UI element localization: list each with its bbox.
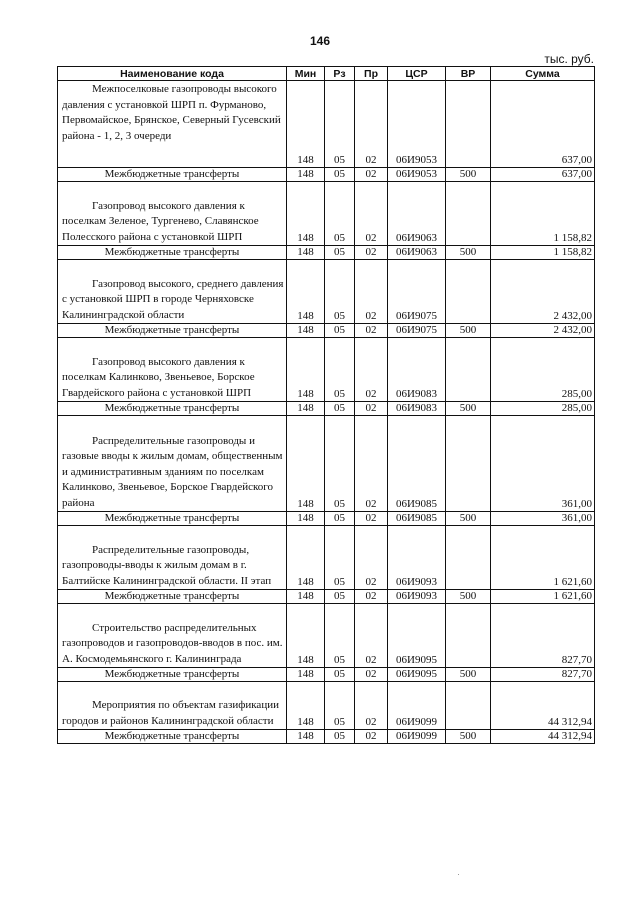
transfer-name: Межбюджетные трансферты [58,590,287,604]
program-pr: 02 [355,182,388,246]
program-vr [446,182,491,246]
program-csr: 06И9063 [388,182,446,246]
transfer-csr: 06И9075 [388,324,446,338]
program-min: 148 [287,260,325,324]
program-vr [446,416,491,512]
program-pr: 02 [355,260,388,324]
transfer-row [58,246,595,260]
transfer-min: 148 [287,512,325,526]
transfer-min: 148 [287,168,325,182]
transfer-rz: 05 [325,168,355,182]
transfer-min: 148 [287,668,325,682]
transfer-name: Межбюджетные трансферты [58,402,287,416]
program-name-text: Мероприятия по объектам газификации городов и районов Калининградской области [62,699,279,727]
transfer-rz: 05 [325,590,355,604]
program-csr: 06И9099 [388,682,446,730]
program-sum: 2 432,00 [491,260,595,324]
program-min: 148 [287,526,325,590]
program-name [58,604,287,668]
transfer-csr: 06И9095 [388,668,446,682]
program-name-text: Межпоселковые газопроводы высокого давления с установкой ШРП п. Фурманово, Первомайское, Брянское, Северный Гусевский района - 1, 2, 3 очереди [62,83,281,142]
header-vr: ВР [446,67,491,81]
transfer-csr: 06И9053 [388,168,446,182]
transfer-sum: 2 432,00 [491,324,595,338]
program-row [58,338,595,402]
program-rz: 05 [325,182,355,246]
program-sum: 1 158,82 [491,182,595,246]
transfer-min: 148 [287,246,325,260]
program-rz: 05 [325,416,355,512]
transfer-rz: 05 [325,512,355,526]
transfer-vr: 500 [446,324,491,338]
transfer-row [58,668,595,682]
program-pr: 02 [355,682,388,730]
program-min: 148 [287,682,325,730]
transfer-min: 148 [287,590,325,604]
transfer-row [58,590,595,604]
program-row [58,526,595,590]
header-csr: ЦСР [388,67,446,81]
program-name [58,416,287,512]
transfer-vr: 500 [446,402,491,416]
program-row [58,260,595,324]
transfer-rz: 05 [325,730,355,744]
transfer-min: 148 [287,324,325,338]
transfer-pr: 02 [355,402,388,416]
transfer-csr: 06И9083 [388,402,446,416]
program-sum: 827,70 [491,604,595,668]
transfer-min: 148 [287,402,325,416]
transfer-pr: 02 [355,246,388,260]
transfer-sum: 285,00 [491,402,595,416]
program-sum: 1 621,60 [491,526,595,590]
transfer-vr: 500 [446,168,491,182]
program-name [58,338,287,402]
program-min: 148 [287,81,325,168]
program-rz: 05 [325,604,355,668]
program-min: 148 [287,416,325,512]
program-vr [446,526,491,590]
transfer-sum: 361,00 [491,512,595,526]
program-sum: 361,00 [491,416,595,512]
program-csr: 06И9075 [388,260,446,324]
transfer-sum: 827,70 [491,668,595,682]
transfer-rz: 05 [325,668,355,682]
transfer-row [58,512,595,526]
transfer-pr: 02 [355,324,388,338]
transfer-vr: 500 [446,246,491,260]
program-sum: 44 312,94 [491,682,595,730]
program-csr: 06И9093 [388,526,446,590]
transfer-row [58,324,595,338]
transfer-sum: 637,00 [491,168,595,182]
program-name [58,182,287,246]
header-name: Наименование кода [58,67,287,81]
transfer-pr: 02 [355,590,388,604]
program-vr [446,682,491,730]
transfer-rz: 05 [325,246,355,260]
transfer-name: Межбюджетные трансферты [58,668,287,682]
program-name [58,260,287,324]
transfer-csr: 06И9063 [388,246,446,260]
transfer-vr: 500 [446,730,491,744]
transfer-name: Межбюджетные трансферты [58,730,287,744]
program-name [58,682,287,730]
header-pr: Пр [355,67,388,81]
program-rz: 05 [325,526,355,590]
program-min: 148 [287,338,325,402]
program-rz: 05 [325,682,355,730]
program-sum: 285,00 [491,338,595,402]
program-rz: 05 [325,338,355,402]
program-rz: 05 [325,81,355,168]
transfer-rz: 05 [325,324,355,338]
scan-speck [458,874,459,875]
transfer-min: 148 [287,730,325,744]
program-name-text: Распределительные газопроводы, газопроводы-вводы к жилым домам в г. Балтийске Калининградской области. II этап [62,543,272,587]
budget-table [57,66,595,744]
transfer-row [58,402,595,416]
transfer-name: Межбюджетные трансферты [58,324,287,338]
program-vr [446,81,491,168]
program-csr: 06И9085 [388,416,446,512]
program-vr [446,604,491,668]
transfer-name: Межбюджетные трансферты [58,512,287,526]
transfer-csr: 06И9099 [388,730,446,744]
program-name-text: Газопровод высокого, среднего давления с установкой ШРП в городе Черняховске Калининградской области [62,277,284,321]
program-name [58,81,287,168]
transfer-sum: 1 621,60 [491,590,595,604]
program-min: 148 [287,604,325,668]
program-row [58,81,595,168]
program-name-text: Газопровод высокого давления к поселкам Калинково, Звеньевое, Борское Гвардейского района с установкой ШРП [62,355,255,399]
program-pr: 02 [355,526,388,590]
transfer-sum: 1 158,82 [491,246,595,260]
program-vr [446,260,491,324]
header-rz: Рз [325,67,355,81]
transfer-row [58,168,595,182]
program-row [58,682,595,730]
transfer-vr: 500 [446,512,491,526]
page-number: 146 [309,34,331,48]
program-pr: 02 [355,416,388,512]
units-label: тыс. руб. [544,52,594,66]
transfer-csr: 06И9093 [388,590,446,604]
program-name-text: Строительство распределительных газопроводов и газопроводов-вводов в пос. им. А. Космодемьянского г. Калининграда [62,621,283,665]
transfer-row [58,730,595,744]
program-name-text: Газопровод высокого давления к поселкам Зеленое, Тургенево, Славянское Полесского района с установкой ШРП [62,199,259,243]
program-rz: 05 [325,260,355,324]
program-csr: 06И9083 [388,338,446,402]
program-pr: 02 [355,604,388,668]
transfer-vr: 500 [446,590,491,604]
program-csr: 06И9053 [388,81,446,168]
transfer-pr: 02 [355,730,388,744]
transfer-csr: 06И9085 [388,512,446,526]
program-sum: 637,00 [491,81,595,168]
table-header-row [58,67,595,81]
program-row [58,182,595,246]
transfer-pr: 02 [355,168,388,182]
transfer-name: Межбюджетные трансферты [58,168,287,182]
transfer-name: Межбюджетные трансферты [58,246,287,260]
transfer-pr: 02 [355,512,388,526]
header-min: Мин [287,67,325,81]
transfer-sum: 44 312,94 [491,730,595,744]
program-name-text: Распределительные газопроводы и газовые вводы к жилым домам, общественным и административным зданиям по поселкам Калинково, Звеньевое, Борское Гвардейского района [62,434,283,509]
transfer-rz: 05 [325,402,355,416]
program-pr: 02 [355,81,388,168]
transfer-pr: 02 [355,668,388,682]
program-row [58,604,595,668]
header-sum: Сумма [491,67,595,81]
program-row [58,416,595,512]
program-name [58,526,287,590]
program-min: 148 [287,182,325,246]
transfer-vr: 500 [446,668,491,682]
program-pr: 02 [355,338,388,402]
program-vr [446,338,491,402]
program-csr: 06И9095 [388,604,446,668]
